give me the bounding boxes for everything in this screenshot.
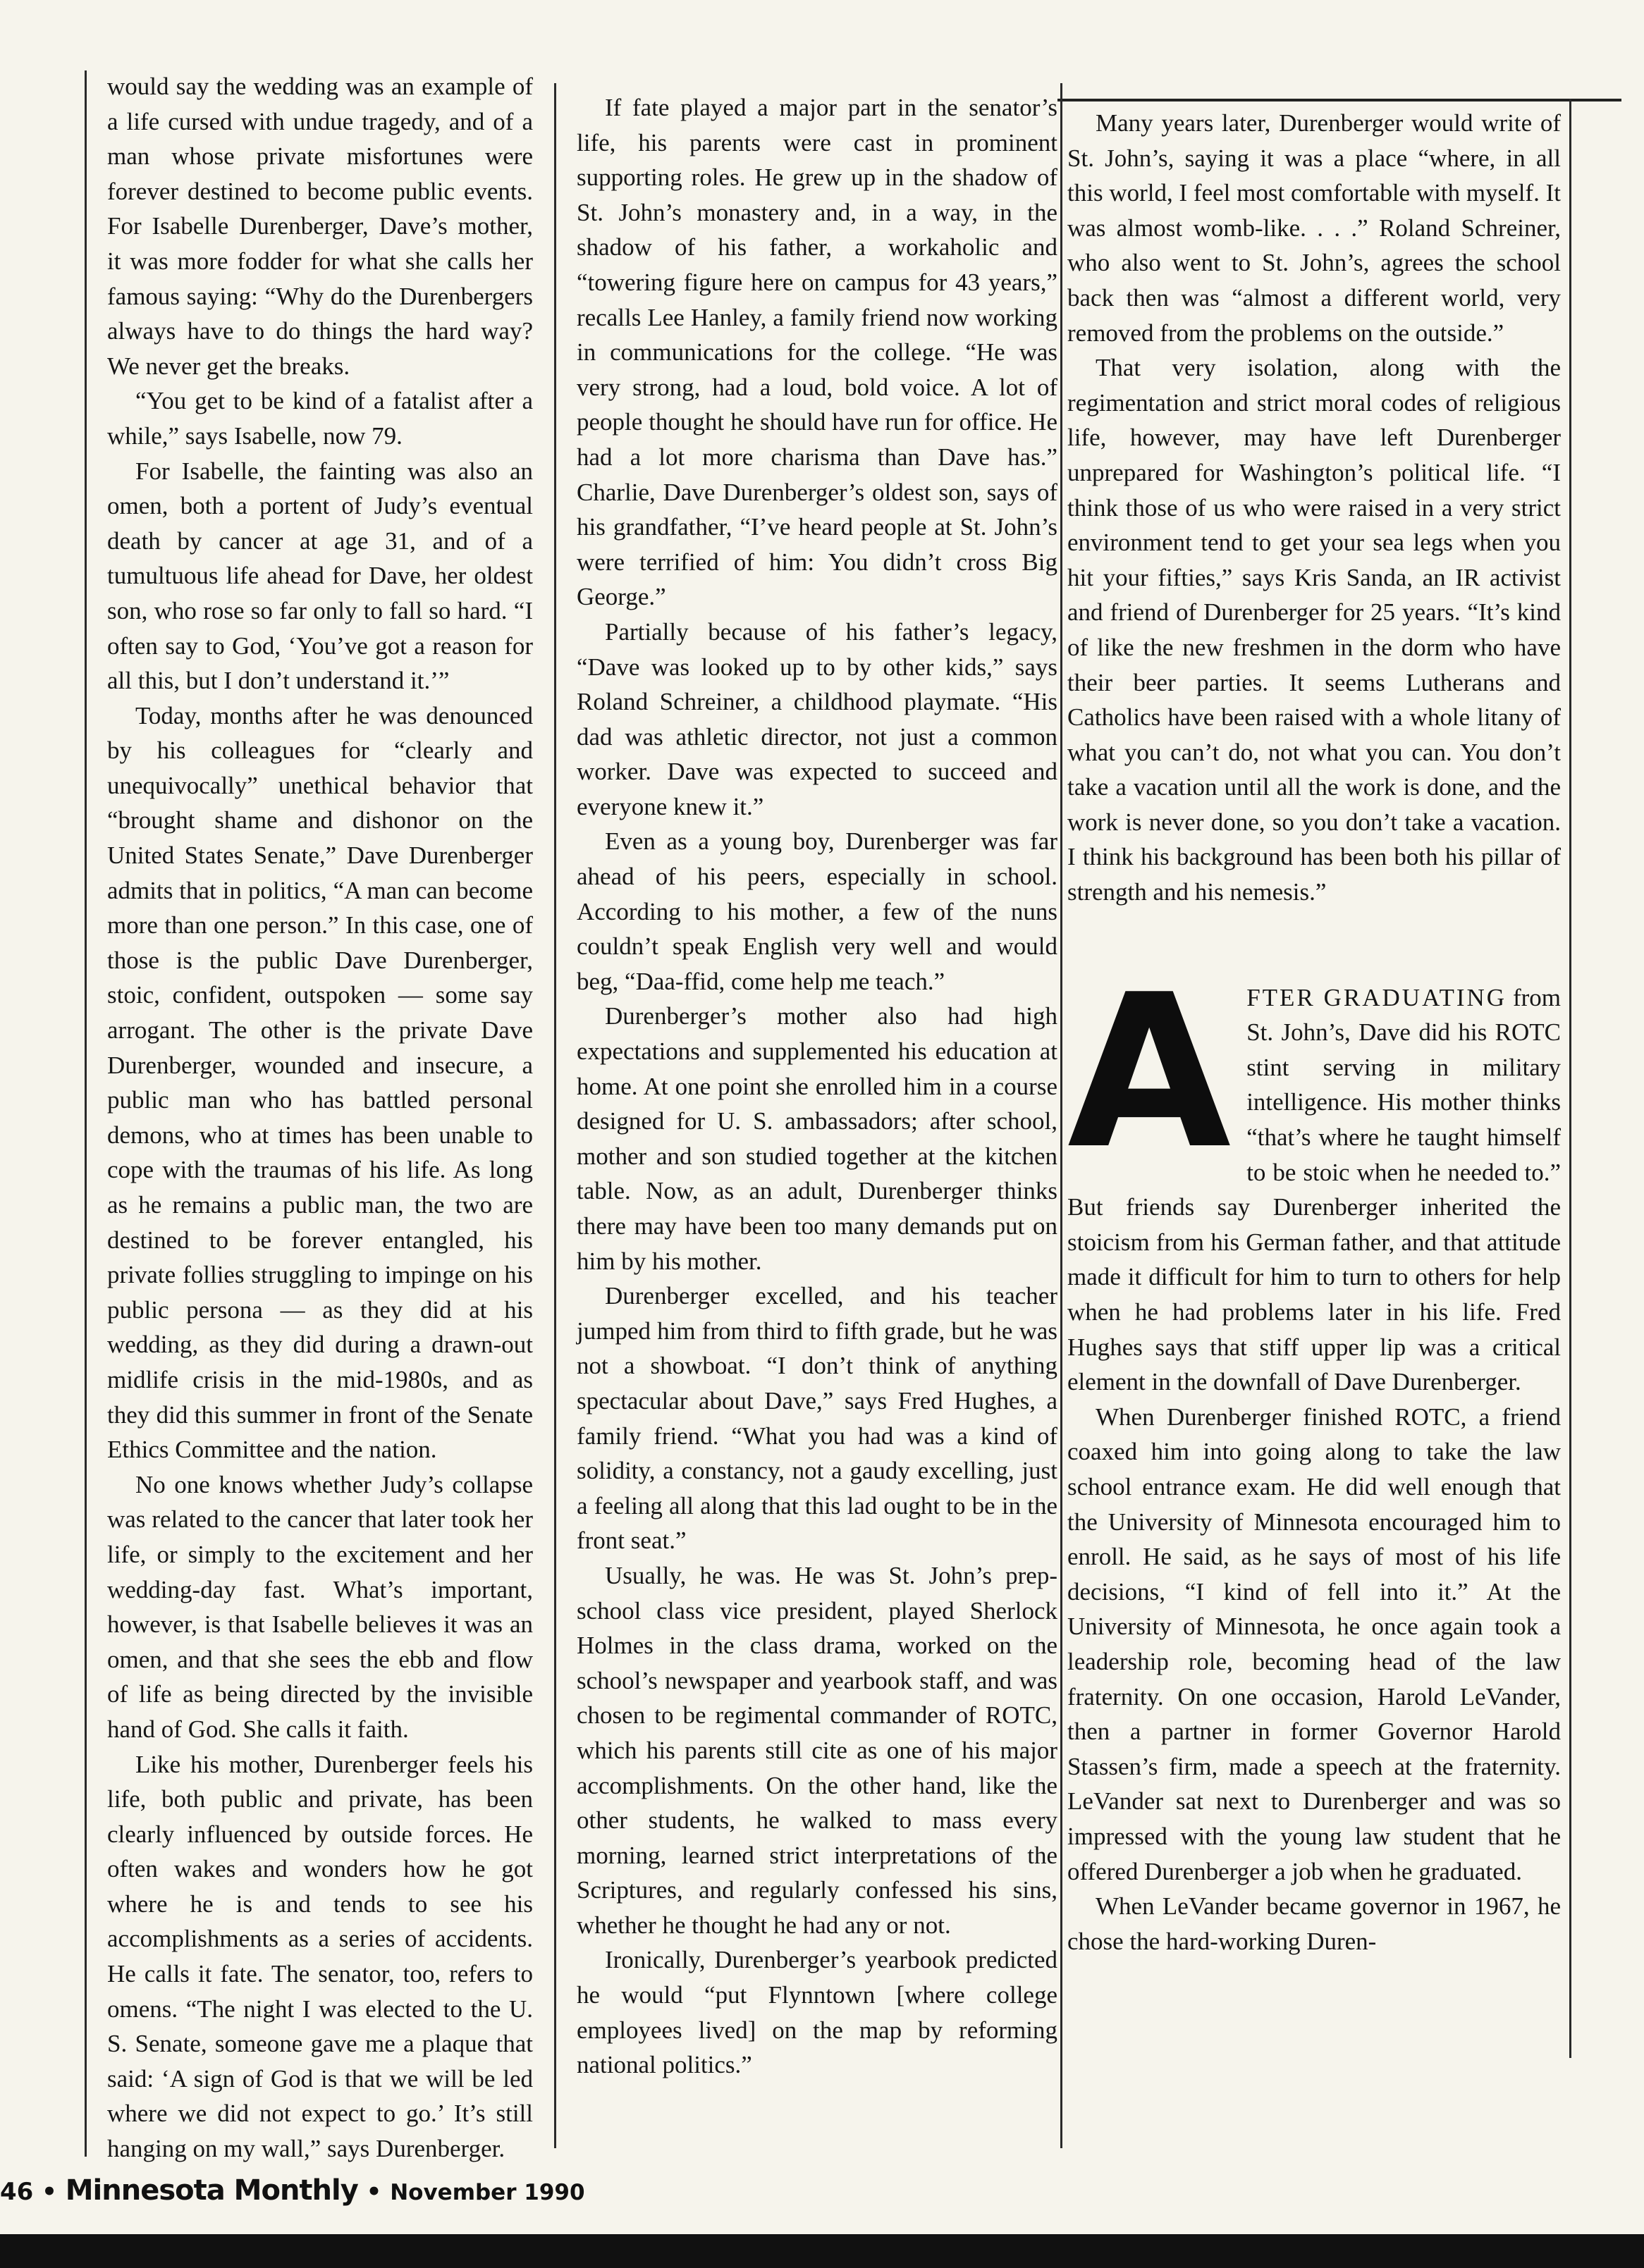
paragraph: would say the wedding was an example of a life cursed with undue tragedy, and of a man whose private misfortunes were forever destined to become public events. For Isabelle Durenberger, Dave’s mother, it was more fodder for what she calls her famous saying: “Why do the Durenbergers always have to do things the hard way? We never get the breaks. [107, 73, 533, 380]
paragraph: When LeVander became governor in 1967, he chose the hard-working Duren- [1067, 1892, 1561, 1955]
column-rule-left [85, 70, 87, 2157]
paragraph: That very isolation, along with the regimentation and strict moral codes of religious life, however, may have left Durenberger unprepared for Washington’s political life. “I think those of us who were raised in a very strict environment tend to get your sea legs when you hit your fifties,” says Kris Sanda, an IR activist and friend of Durenberger for 25 years. “It’s kind of like the new freshmen in the dorm who have their beer parties. It seems Lutherans and Catholics have been raised with a whole litany of what you can’t do, not what you can. You don’t take a vacation until all the work is done, and the work is never done, so you don’t take a vacation. I think his background has been both his pillar of strength and his nemesis.” [1067, 354, 1561, 906]
paragraph: Durenberger’s mother also had high expectations and supplemented his education at home. At one point she enrolled him in a course designed for U. S. ambassadors; after school, mother and son studied together at the kitchen table. Now, as an adult, Durenberger thinks there may have been too many demands put on him by his mother. [577, 1002, 1057, 1275]
drop-cap: A [1067, 949, 1232, 1195]
article-column-2 [577, 90, 1057, 2083]
paragraph: “You get to be kind of a fatalist after a while,” says Isabelle, now 79. [107, 387, 533, 450]
paragraph: Even as a young boy, Durenberger was far ahead of his peers, especially in school. According to his mother, a few of the nuns couldn’t speak English very well and would beg, “Daa-ffid, come help me teach.” [577, 827, 1057, 995]
page-number: 46 [0, 2178, 34, 2206]
section-lead-paragraph [1067, 949, 1561, 1400]
page-footer [0, 2174, 585, 2207]
scan-edge-band [0, 2234, 1644, 2268]
column-rule-right [1569, 99, 1571, 2058]
paragraph: For Isabelle, the fainting was also an omen, both a portent of Judy’s eventual death by cancer at age 31, and of a tumultuous life ahead for Dave, her oldest son, who rose so far only to fall so hard. “I often say to God, ‘You’ve got a reason for all this, but I don’t understand it.’” [107, 457, 533, 695]
paragraph: Today, months after he was denounced by his colleagues for “clearly and unequivocally” unethical behavior that “brought shame and dishonor on the United States Senate,” Dave Durenberger admits that in politics, “A man can become more than one person.” In this case, one of those is the public Dave Durenberger, stoic, confident, outspoken — some say arrogant. The other is the private Dave Durenberger, wounded and insecure, a public man who has battled personal demons, who at times has been unable to cope with the traumas of his life. As long as he remains a public man, the two are destined to be forever entangled, his private follies struggling to impinge on his public persona — as they did at his wedding, as they did during a drawn-out midlife crisis in the mid-1980s, and as they did this summer in front of the Senate Ethics Committee and the nation. [107, 701, 533, 1464]
paragraph: Durenberger excelled, and his teacher jumped him from third to fifth grade, but he was not a showboat. “I don’t think of anything spectacular about Dave,” says Fred Hughes, a family friend. “What you had was a kind of solidity, a constancy, not a gaudy excelling, just a feeling all along that this lad ought to be in the front seat.” [577, 1282, 1057, 1555]
lead-in-text: from St. John’s, Dave did his ROTC stint serving in military intelligence. His mother thinks “that’s where he taught himself to be stoic when he needed to.” But friends say Durenberger inherited the stoicism from his German father, and that attitude made it difficult for him to turn to others for help when he had problems later in his life. Fred Hughes says that stiff upper lip was a critical element in the downfall of Dave Durenberger. [1067, 983, 1561, 1396]
paragraph: Usually, he was. He was St. John’s prep-school class vice president, played Sherlock Holmes in the class drama, worked on the school’s newspaper and yearbook staff, and was chosen to be regimental commander of ROTC, which his parents still cite as one of his major accomplishments. On the other hand, like the other students, he walked to mass every morning, learned strict interpretations of the Scriptures, and regularly confessed his sins, whether he thought he had any or not. [577, 1561, 1057, 1939]
lead-in-caps: FTER GRADUATING [1246, 983, 1507, 1011]
column-rule-1 [554, 83, 556, 2148]
paragraph: Ironically, Durenberger’s yearbook predicted he would “put Flynntown [where college employees lived] on the map by reforming national politics.” [577, 1946, 1057, 2079]
column-rule-2 [1060, 83, 1062, 2148]
footer-separator: • [357, 2178, 391, 2206]
article-column-1 [107, 69, 533, 2167]
paragraph: When Durenberger finished ROTC, a friend coaxed him into going along to take the law school entrance exam. He did well enough that the University of Minnesota encouraged him to enroll. He said, as he says of most of his life decisions, “I kind of fell into it.” At the University of Minnesota, he once again took a leadership role, becoming head of the law fraternity. On one occasion, Harold LeVander, then a partner in former Governor Harold Stassen’s firm, made a speech at the fraternity. LeVander sat next to Durenberger and was so impressed with the young law student that he offered Durenberger a job when he graduated. [1067, 1403, 1561, 1885]
paragraph: Partially because of his father’s legacy, “Dave was looked up to by other kids,” says Roland Schreiner, a childhood playmate. “His dad was athletic director, not just a common worker. Dave was expected to succeed and everyone knew it.” [577, 617, 1057, 820]
article-column-3 [1067, 106, 1561, 1959]
paragraph: If fate played a major part in the senator’s life, his parents were cast in prominent supporting roles. He grew up in the shadow of St. John’s monastery and, in a way, in the shadow of his father, a workaholic and “towering figure here on campus for 43 years,” recalls Lee Hanley, a family friend now working in communications for the college. “He was very strong, had a loud, bold voice. A lot of people thought he should have run for office. He had a lot more charisma than Dave has.” Charlie, Dave Durenberger’s oldest son, says of his grandfather, “I’ve heard people at St. John’s were terrified of him: You didn’t cross Big George.” [577, 94, 1057, 611]
top-rule [1057, 99, 1621, 101]
magazine-name: Minnesota Monthly [65, 2174, 358, 2207]
issue-date: November 1990 [390, 2180, 585, 2205]
paragraph: Many years later, Durenberger would write of St. John’s, saying it was a place “where, in all this world, I feel most comfortable with myself. It was almost womb-like. . . .” Roland Schreiner, who also went to St. John’s, agrees the school back then was “almost a different world, very removed from the problems on the outside.” [1067, 109, 1561, 347]
paragraph: No one knows whether Judy’s collapse was related to the cancer that later took her life, or simply to the excitement and her wedding-day fast. What’s important, however, is that Isabelle believes it was an omen, and that she sees the ebb and flow of life as being directed by the invisible hand of God. She calls it faith. [107, 1470, 533, 1743]
paragraph: Like his mother, Durenberger feels his life, both public and private, has been clearly influenced by outside forces. He often wakes and wonders how he got where he is and tends to see his accomplishments as a series of accidents. He calls it fate. The senator, too, refers to omens. “The night I was elected to the U. S. Senate, someone gave me a plaque that said: ‘A sign of God is that we will be led where we did not expect to go.’ It’s still hanging on my wall,” says Durenberger. [107, 1750, 533, 2163]
footer-separator: • [33, 2178, 66, 2206]
